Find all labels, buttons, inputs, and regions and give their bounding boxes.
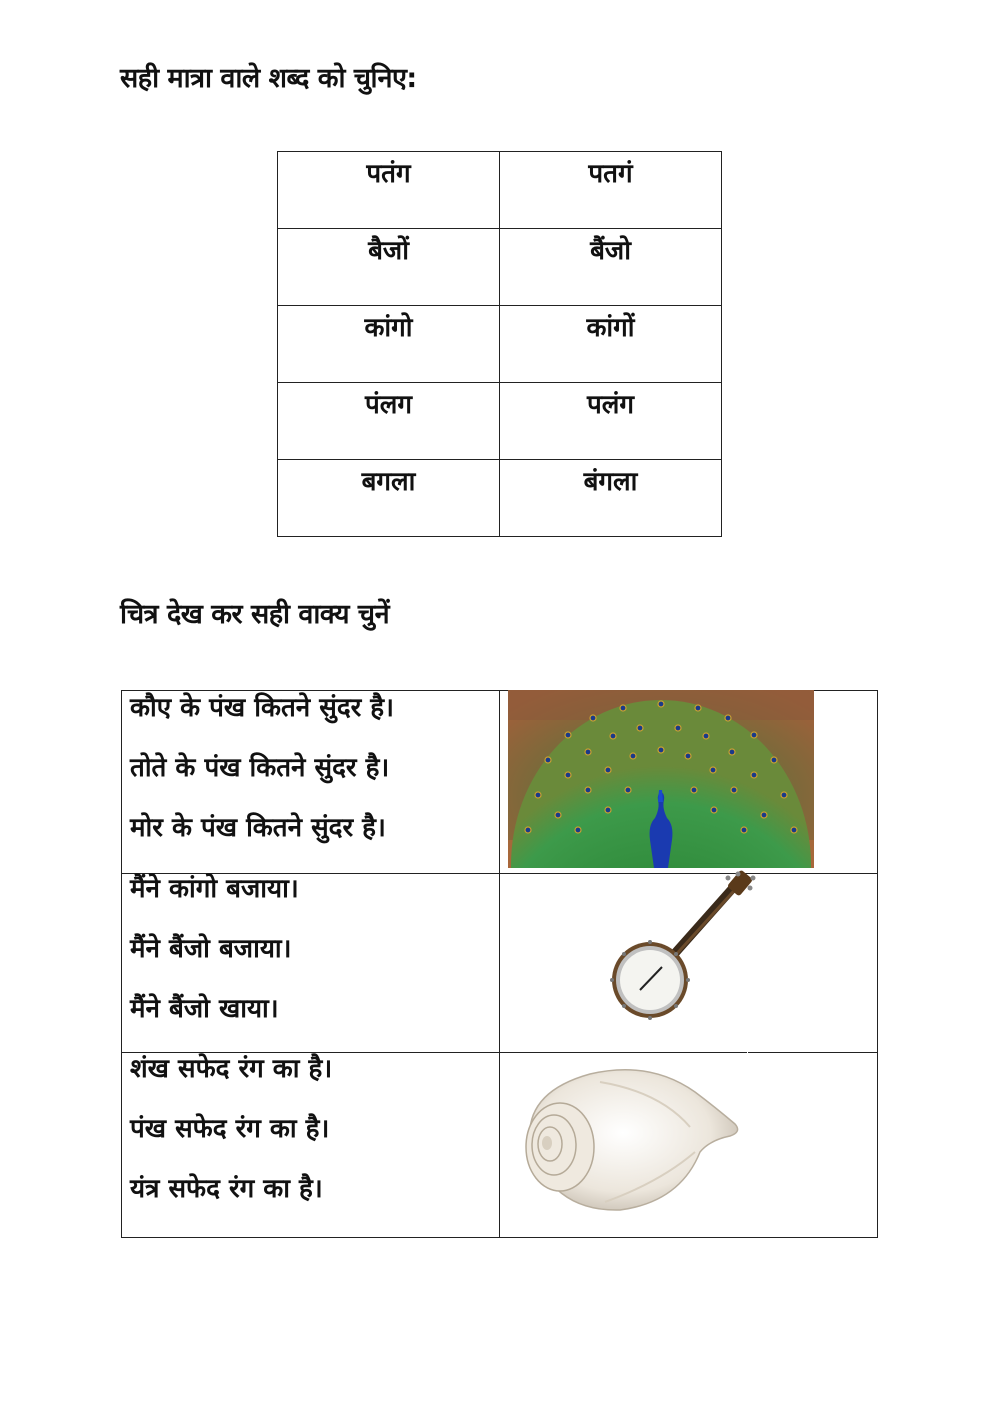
word-option[interactable]: कांगों	[500, 306, 722, 383]
peacock-picture	[508, 690, 814, 868]
sentence-option[interactable]: यंत्र सफेद रंग का है।	[130, 1174, 323, 1204]
sentence-option[interactable]: मैंने बैंजो बजाया।	[130, 934, 292, 964]
column-divider	[499, 691, 500, 1237]
word-option[interactable]: बगला	[278, 460, 500, 537]
word-choice-table	[277, 151, 722, 537]
question-banjo	[122, 872, 499, 1052]
word-option[interactable]: पतंग	[278, 152, 500, 229]
sentence-option[interactable]: पंख सफेद रंग का है।	[130, 1114, 330, 1144]
table-row	[278, 229, 722, 306]
sentence-option[interactable]: शंख सफेद रंग का है।	[130, 1054, 333, 1084]
table-row	[278, 152, 722, 229]
word-option[interactable]: कांगो	[278, 306, 500, 383]
banjo-picture	[600, 870, 760, 1025]
word-option[interactable]: पतगं	[500, 152, 722, 229]
section1-instruction: सही मात्रा वाले शब्द को चुनिए:	[120, 63, 417, 94]
question-peacock	[122, 691, 499, 871]
sentence-option[interactable]: कौए के पंख कितने सुंदर है।	[130, 693, 394, 723]
word-option[interactable]: पंलग	[278, 383, 500, 460]
sentence-option[interactable]: तोते के पंख कितने सुंदर है।	[130, 753, 390, 783]
section2-instruction: चित्र देख कर सही वाक्य चुनें	[120, 599, 390, 630]
sentence-option[interactable]: मैंने बैंजो खाया।	[130, 994, 279, 1024]
word-option[interactable]: बैजों	[278, 229, 500, 306]
conch-shell-picture	[510, 1052, 748, 1217]
row-divider	[748, 1052, 877, 1053]
word-option[interactable]: बैंजो	[500, 229, 722, 306]
question-conch	[122, 1052, 499, 1232]
table-row	[278, 460, 722, 537]
table-row	[278, 383, 722, 460]
table-row	[278, 306, 722, 383]
word-option[interactable]: पलंग	[500, 383, 722, 460]
sentence-option[interactable]: मोर के पंख कितने सुंदर है।	[130, 813, 386, 843]
sentence-option[interactable]: मैंने कांगो बजाया।	[130, 874, 299, 904]
word-option[interactable]: बंगला	[500, 460, 722, 537]
